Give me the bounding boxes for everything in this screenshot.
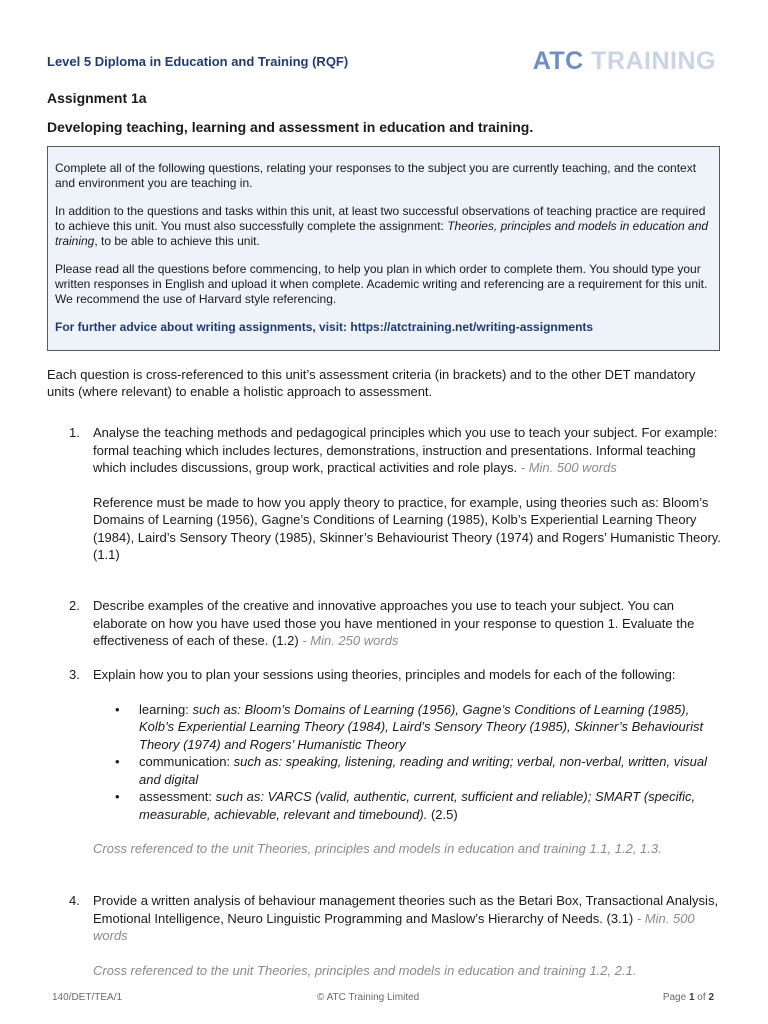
question-1: [47, 424, 722, 564]
min-words: - Min. 500 words: [517, 460, 617, 475]
list-item: [93, 788, 722, 823]
instructions-para-2-italic: Theories, principles and models in education and training: [55, 219, 709, 248]
list-item: [93, 701, 722, 754]
logo-part-training: TRAINING: [591, 47, 716, 75]
question-4: [47, 892, 722, 979]
footer-page-number: [663, 992, 714, 1003]
instructions-para-2: [55, 204, 712, 249]
question-1-reference: Reference must be made to how you apply theory to practice, for example, using theories such as: Bloom’s Domains of Learning (1956), Gagne’s Conditions of Learning (1985), Kolb’s Experiential Learning Theory (1984), Laird’s Sensory Theory (1985), Skinner’s Behaviourist Theory (1974) and Rogers’ Humanistic Theory. (1.1): [93, 494, 721, 562]
question-number: 2.: [69, 598, 80, 613]
question-number: 1.: [69, 425, 80, 440]
question-4-crossref: Cross referenced to the unit Theories, principles and models in education and training 1.2, 2.1.: [93, 962, 637, 978]
question-text: [93, 892, 722, 945]
question-2-text: Describe examples of the creative and innovative approaches you use to teach your subject. You can elaborate on how you have used those you have mentioned in your response to question 1. Evaluate the effectiveness of each of these. (1.2): [93, 598, 695, 648]
question-2: [47, 597, 722, 650]
bullet-detail: such as: Bloom’s Domains of Learning (1956), Gagne’s Conditions of Learning (1985), Kolb’s Experiential Learning Theory (1984), Laird’s Sensory Theory (1985), Skinner’s Behaviourist Theory (1974) and Rogers’ Humanistic Theory: [139, 701, 704, 752]
min-words: - Min. 250 words: [298, 633, 399, 648]
assignment-title: Assignment 1a: [47, 90, 147, 106]
bullet-label: assessment:: [139, 789, 216, 804]
question-text: [93, 597, 722, 650]
intro-paragraph: Each question is cross-referenced to this unit’s assessment criteria (in brackets) and to the other DET mandatory units (where relevant) to enable a holistic approach to assessment.: [47, 367, 696, 399]
question-3-crossref: Cross referenced to the unit Theories, principles and models in education and training 1.1, 1.2, 1.3.: [93, 841, 662, 856]
bullet-suffix: (2.5): [427, 806, 458, 822]
instructions-para-3: Please read all the questions before commencing, to help you plan in which order to complete them. You should type your written responses in English and upload it when complete. Academic writing and referencing are a requirement for this unit. We recommend the use of Harvard style referencing.: [55, 262, 708, 306]
atc-training-logo: [533, 47, 716, 76]
bullet-label: learning:: [139, 701, 193, 717]
question-number: 4.: [69, 893, 80, 908]
question-text: [93, 424, 722, 477]
page-label: Page: [662, 992, 689, 1003]
instructions-para-2-text: In addition to the questions and tasks within this unit, at least two successful observations of teaching practice are required to achieve this unit. You must also successfully complete the assignment:: [55, 204, 706, 233]
question-3: [47, 666, 722, 858]
planning-bullet-list: [93, 701, 722, 824]
instructions-para-2-end: , to be able to achieve this unit.: [94, 234, 260, 248]
bullet-label: communication:: [139, 754, 234, 769]
question-1-text: Analyse the teaching methods and pedagogical principles which you use to teach your subject. For example: formal teaching which includes lectures, demonstrations, instruction and presentations. Informal teaching which includes discussions, group work, practical activities and role plays.: [93, 425, 718, 475]
footer-copyright: © ATC Training Limited: [317, 992, 420, 1003]
unit-title: Developing teaching, learning and assessment in education and training.: [47, 119, 534, 135]
bullet-detail: such as: speaking, listening, reading and writing; verbal, non-verbal, written, visual and digital: [139, 754, 707, 787]
question-3-text: Explain how you to plan your sessions using theories, principles and models for each of the following:: [93, 667, 676, 682]
min-words: - Min. 500 words: [93, 910, 695, 943]
instructions-box: [47, 146, 720, 351]
page-total: 2: [708, 992, 714, 1003]
writing-advice-link[interactable]: For further advice about writing assignments, visit: https://atctraining.net/writing-assignments: [55, 320, 594, 334]
list-item: [93, 753, 722, 788]
bullet-detail: such as: VARCS (valid, authentic, current, sufficient and reliable); SMART (specific, measurable, achievable, relevant and timebound).: [139, 789, 696, 822]
instructions-para-1: Complete all of the following questions, relating your responses to the subject you are currently teaching, and the context and environment you are teaching in.: [55, 161, 697, 190]
question-4-text: Provide a written analysis of behaviour management theories such as the Betari Box, Transactional Analysis, Emotional Intelligence, Neuro Linguistic Programming and Maslow’s Hierarchy of Needs. (3.1): [93, 893, 719, 926]
course-title: Level 5 Diploma in Education and Training (RQF): [47, 54, 349, 69]
question-number: 3.: [69, 667, 80, 682]
page-of: of: [694, 992, 709, 1003]
logo-part-atc: ATC: [532, 47, 584, 75]
footer-doc-code: 140/DET/TEA/1: [52, 992, 123, 1003]
page-current: 1: [688, 992, 695, 1003]
